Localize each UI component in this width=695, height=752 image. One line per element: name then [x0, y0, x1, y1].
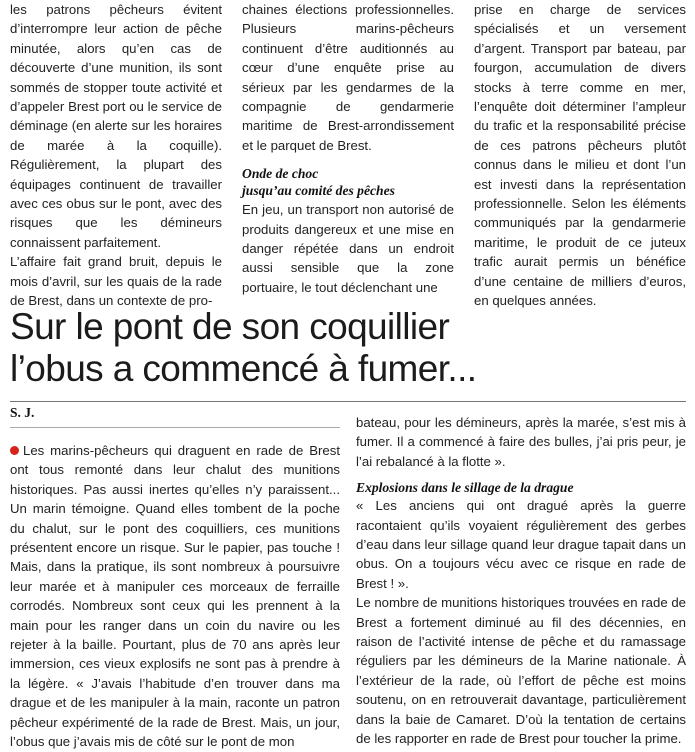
paragraph: les patrons pêcheurs évitent d’interrompre leur action de pêche minutée, alors qu’en cas de découverte d’une munition, ils sont sommés de stopper toute activité et d’appeler Brest port ou le service de déminage (en alerte sur les horaires de marée à la coquille). Régulièrement, la plupart des équipages continuent de travailler avec ces obus sur le pont, avec des risques que les démineurs connaissent parfaitement.: [10, 2, 222, 250]
subheading: [242, 165, 454, 199]
paragraph: En jeu, un transport non autorisé de produits dangereux et une mise en danger répétée dans un endroit aussi sensible que la zone portuaire, le tout déclenchant une: [242, 202, 454, 295]
article-headline: [10, 306, 686, 390]
paragraph: bateau, pour les démineurs, après la marée, s’est mis à fumer. Il a commencé à faire des bulles, j’ai pris peur, je l’ai rebalancé à la flotte ».: [356, 415, 686, 469]
subheading-line-2: jusqu’au comité des pêches: [242, 183, 395, 199]
headline-divider: [10, 401, 686, 402]
headline-line-1: Sur le pont de son coquillier: [10, 306, 450, 347]
paragraph: Le nombre de munitions historiques trouvées en rade de Brest a fortement diminué au fil des décennies, en raison de l’activité intense de pêche et du ramassage réguliers par les démineurs de la Marine nationale. À l’extérieur de la rade, où l’effort de pêche est moins soutenu, on en retrouverait davantage, particulièrement dans la baie de Camaret. D’où la tentation de certains de les rapporter en rade de Brest pour toucher la prime.: [356, 595, 686, 747]
subheading-line-1: Onde de choc: [242, 166, 319, 182]
paragraph: prise en charge de services spécialisés et un versement d’argent. Transport par bateau, par fourgon, accumulation de divers stocks à terre comme en mer, l’enquête doit déterminer l’ampleur du trafic et la responsabilité précise de ces patrons pêcheurs plutôt connus dans le milieu et dont l’un est investi dans la représentation professionnelle. Selon les éléments communiqués par la gendarmerie maritime, le produit de ce juteux trafic aurait permis un bénéfice d’une centaine de milliers d’euros, en quelques années.: [474, 2, 686, 309]
article-body: [10, 413, 686, 750]
subheading: Explosions dans le sillage de la drague: [356, 480, 574, 496]
body-column-left: [10, 413, 340, 750]
byline: S. J.: [10, 405, 35, 420]
previous-article-columns: [10, 0, 686, 309]
paragraph: L’affaire fait grand bruit, depuis le mois d’avril, sur les quais de la rade de Brest, dans un contexte de pro-: [10, 254, 222, 309]
paragraph: chaines élections professionnelles. Plusieurs marins-pêcheurs continuent d’être auditionnés au cœur d’une enquête prise au sérieux par les gendarmes de la compagnie de gendarmerie maritime de Brest-arrondissement et le parquet de Brest.: [242, 2, 454, 153]
text-column-2: [242, 0, 454, 298]
text-column-3: [474, 0, 686, 309]
red-bullet-icon: [10, 446, 19, 455]
headline-line-2: l’obus a commencé à fumer...: [10, 348, 477, 389]
body-column-right: [356, 413, 686, 747]
paragraph: « Les anciens qui ont dragué après la guerre racontaient qu’ils voyaient régulièrement des gerbes d’eau dans leur sillage quand leur drague tapait dans un obus. On a toujours vécu avec ce risque en rade de Brest ! ».: [356, 498, 686, 591]
lead-text: Les marins-pêcheurs qui draguent en rade de Brest ont tous remonté dans leur chalut des munitions historiques. Pas aussi inertes qu’elles n’y paraissent... Un marin témoigne. Quand elles tombent de la poche du chalut, sur le pont des coquilliers, ces munitions présentent encore un risque. Sur le papier, pas touche ! Mais, dans la pratique, ils sont nombreux à poursuivre leur marée et à manipuler ces morceaux de ferraille corrodés. Nombreux sont ceux qui les prennent à la main pour les ranger dans un coin du navire ou les rejeter à la baille. Pourtant, plus de 70 ans après leur immersion, ces vieux explosifs ne sont pas à prendre à la légère. « J’avais l’habitude d’en trouver dans ma drague et de les manipuler à la main, raconte un patron pêcheur expérimenté de la rade de Brest. Mais, un jour, l’obus que j’avais mis de côté sur le pont de mon: [10, 443, 340, 750]
text-column-1: [10, 0, 222, 309]
paragraph: [10, 441, 340, 752]
